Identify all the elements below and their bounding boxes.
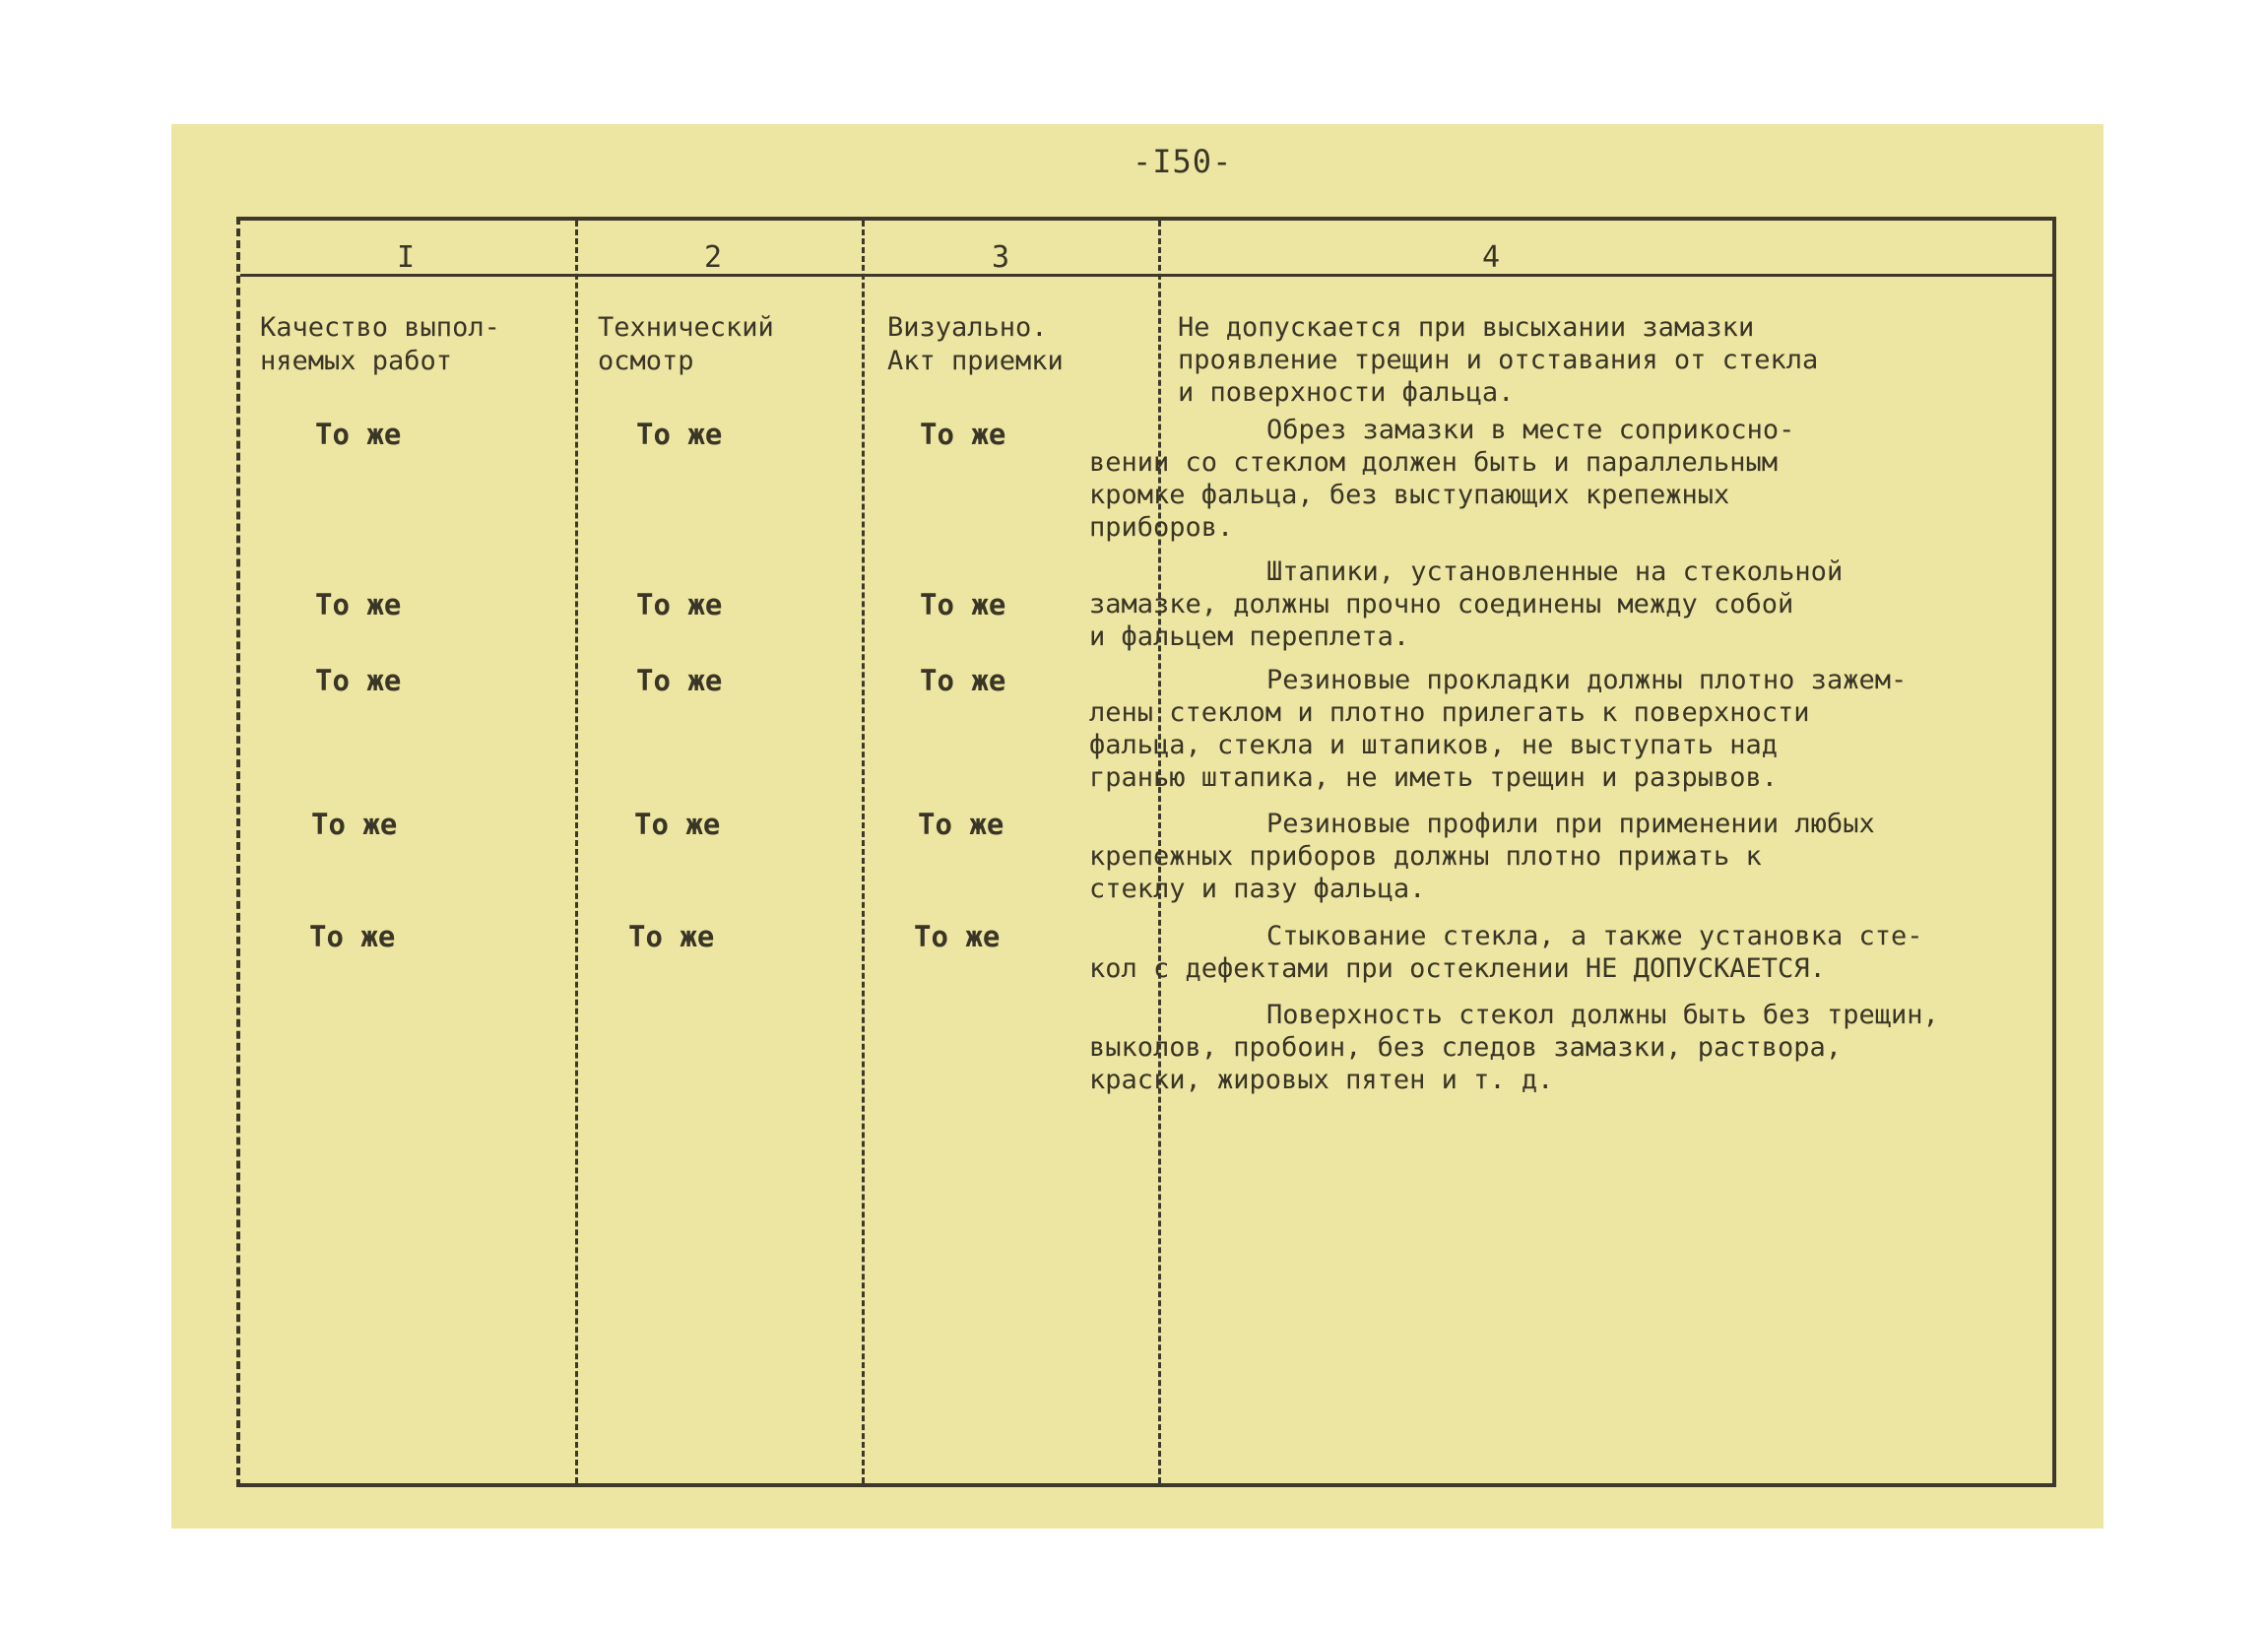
control-method-cell (598, 311, 774, 378)
requirement-6 (1089, 920, 2064, 985)
requirement-4 (1089, 664, 2064, 794)
requirement-1 (1178, 311, 2064, 409)
requirement-3 (1089, 555, 2064, 653)
same-label-r5-c1: То же (311, 808, 398, 841)
same-label-r4-c2: То же (636, 664, 723, 697)
same-label-r3-c3: То же (920, 588, 1006, 621)
requirement-4-line-1: Резиновые прокладки должны плотно зажем- (1266, 665, 1908, 695)
same-label-r3-c2: То же (636, 588, 723, 621)
same-label-r4-c1: То же (315, 664, 402, 697)
requirement-4-line-3: фальца, стекла и штапиков, не выступать над (1089, 730, 1778, 760)
requirement-5-line-1: Резиновые профили при применении любых (1266, 809, 1875, 839)
requirement-3-line-3: и фальцем переплета. (1089, 621, 1410, 652)
requirement-7-line-3: краски, жировых пятен и т. д. (1089, 1065, 1554, 1095)
requirement-2-line-3: кромке фальца, без выступающих крепежных (1089, 480, 1730, 510)
requirement-2 (1089, 414, 2064, 544)
same-label-r2-c3: То же (920, 418, 1006, 451)
requirement-1-line-2: проявление трещин и отставания от стекла (1178, 345, 1819, 375)
requirement-3-line-2: замазке, должны прочно соединены между собой (1089, 589, 1794, 619)
requirement-7-line-2: выколов, пробоин, без следов замазки, раствора, (1089, 1032, 1843, 1063)
requirement-6-line-2: кол с дефектами при остеклении НЕ ДОПУСКАЕТСЯ. (1089, 953, 1826, 984)
column-divider-1 (575, 221, 578, 1483)
same-label-r4-c3: То же (920, 664, 1006, 697)
requirement-5-line-2: крепежных приборов должны плотно прижать к (1089, 841, 1762, 872)
requirements-table (236, 217, 2056, 1487)
same-label-r5-c3: То же (918, 808, 1004, 841)
same-label-r6-c2: То же (628, 920, 715, 953)
requirement-6-line-1: Стыкование стекла, а также установка сте- (1266, 921, 1923, 951)
documentation-line-2: Акт приемки (887, 346, 1064, 376)
requirement-2-line-1: Обрез замазки в месте соприкосно- (1266, 415, 1795, 445)
requirement-2-line-2: вении со стеклом должен быть и параллельным (1089, 447, 1778, 478)
documentation-cell (887, 311, 1064, 378)
documentation-line-1: Визуально. (887, 312, 1048, 343)
requirement-5-line-3: стеклу и пазу фальца. (1089, 874, 1426, 904)
requirement-2-line-4: приборов. (1089, 512, 1234, 543)
same-label-r2-c2: То же (636, 418, 723, 451)
column-number-3: 3 (991, 240, 1010, 275)
requirement-1-line-3: и поверхности фальца. (1178, 377, 1515, 408)
same-label-r3-c1: То же (315, 588, 402, 621)
criterion-line-2: няемых работ (260, 346, 453, 376)
column-number-1: I (396, 240, 416, 275)
same-label-r6-c1: То же (309, 920, 396, 953)
criterion-line-1: Качество выпол- (260, 312, 500, 343)
criterion-cell (260, 311, 500, 378)
requirement-4-line-4: гранью штапика, не иметь трещин и разрывов. (1089, 762, 1778, 793)
requirement-5 (1089, 808, 2064, 905)
requirement-1-line-1: Не допускается при высыхании замазки (1178, 312, 1755, 343)
header-divider (240, 274, 2052, 277)
requirement-3-line-1: Штапики, установленные на стекольной (1266, 556, 1844, 587)
requirement-7-line-1: Поверхность стекол должны быть без трещин, (1266, 1000, 1939, 1030)
column-divider-2 (862, 221, 865, 1483)
same-label-r2-c1: То же (315, 418, 402, 451)
requirement-7 (1089, 999, 2064, 1096)
requirement-4-line-2: лены стеклом и плотно прилегать к поверхности (1089, 697, 1810, 728)
control-method-line-1: Технический (598, 312, 774, 343)
column-number-4: 4 (1481, 240, 1501, 275)
column-number-2: 2 (703, 240, 723, 275)
control-method-line-2: осмотр (598, 346, 694, 376)
same-label-r5-c2: То же (634, 808, 721, 841)
same-label-r6-c3: То же (914, 920, 1001, 953)
page-number: -I50- (1133, 143, 1233, 180)
